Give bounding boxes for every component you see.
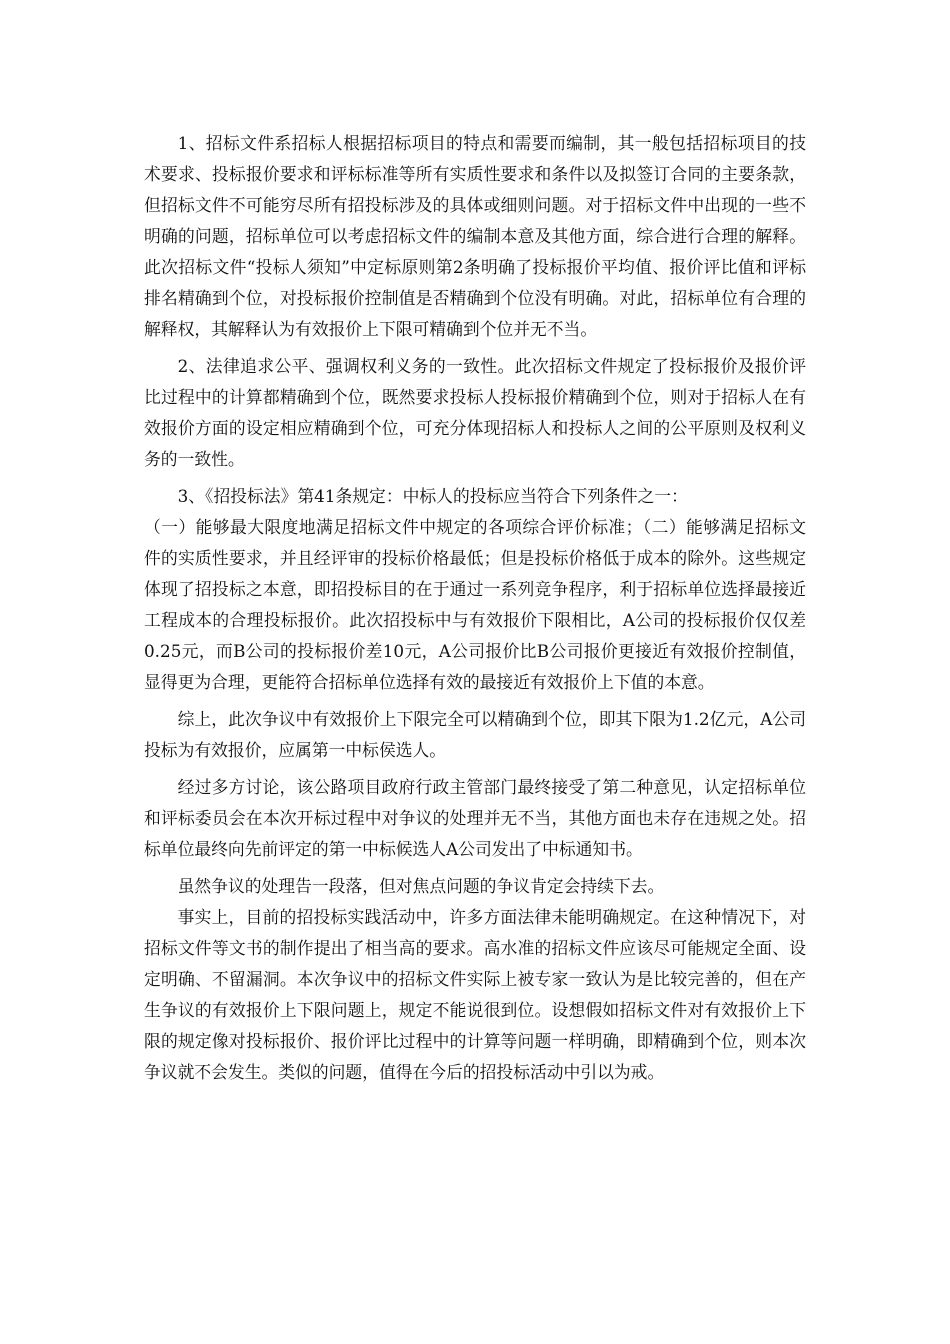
paragraph-transition: 虽然争议的处理告一段落，但对焦点问题的争议肯定会持续下去。: [177, 876, 665, 896]
paragraph-conclusion: 事实上，目前的招投标实践活动中，许多方面法律未能明确规定。在这种情况下，对招标文件等文书的制作提出了相当高的要求。高水准的招标文件应该尽可能规定全面、设定明确、不留漏洞。本次争议中的招标文件实际上被专家一致认为是比较完善的，但在产生争议的有效报价上下限问题上，规定不能说很到位。设想假如招标文件对有效报价上下限的规定像对投标报价、报价评比过程中的计算等问题一样明确，即精确到个位，则本次争议就不会发生。类似的问题，值得在今后的招投标活动中引以为戒。: [144, 907, 806, 1082]
document-body: [144, 128, 806, 1088]
paragraph-point-2: 2、法律追求公平、强调权利义务的一致性。此次招标文件规定了投标报价及报价评比过程中的计算都精确到个位，既然要求投标人投标报价精确到个位，则对于招标人在有效报价方面的设定相应精确到个位，可充分体现招标人和投标人之间的公平原则及权利义务的一致性。: [144, 356, 806, 469]
paragraph-point-1: 1、招标文件系招标人根据招标项目的特点和需要而编制，其一般包括招标项目的技术要求、投标报价要求和评标标准等所有实质性要求和条件以及拟签订合同的主要条款，但招标文件不可能穷尽所有招投标涉及的具体或细则问题。对于招标文件中出现的一些不明确的问题，招标单位可以考虑招标文件的编制本意及其他方面，综合进行合理的解释。此次招标文件“投标人须知”中定标原则第2条明确了投标报价平均值、报价评比值和评标排名精确到个位，对投标报价控制值是否精确到个位没有明确。对此，招标单位有合理的解释权，其解释认为有效报价上下限可精确到个位并无不当。: [144, 133, 806, 339]
paragraph-summary: 综上，此次争议中有效报价上下限完全可以精确到个位，即其下限为1.2亿元，A公司投标为有效报价，应属第一中标侯选人。: [144, 709, 806, 760]
paragraph-decision: 经过多方讨论，该公路项目政府行政主管部门最终接受了第二种意见，认定招标单位和评标委员会在本次开标过程中对争议的处理并无不当，其他方面也未存在违规之处。招标单位最终向先前评定的第一中标候选人A公司发出了中标通知书。: [144, 777, 806, 859]
paragraph-point-3-conditions: （一）能够最大限度地满足招标文件中规定的各项综合评价标准；（二）能够满足招标文件的实质性要求，并且经评审的投标价格最低；但是投标价格低于成本的除外。这些规定体现了招投标之本意，即招投标目的在于通过一系列竞争程序，利于招标单位选择最接近工程成本的合理投标报价。此次招投标中与有效报价下限相比，A公司的投标报价仅仅差0.25元，而B公司的投标报价差10元，A公司报价比B公司报价更接近有效报价控制值，显得更为合理，更能符合招标单位选择有效的最接近有效报价上下值的本意。: [144, 517, 806, 692]
paragraph-point-3-intro: 3、《招投标法》第41条规定：中标人的投标应当符合下列条件之一：: [177, 486, 688, 506]
